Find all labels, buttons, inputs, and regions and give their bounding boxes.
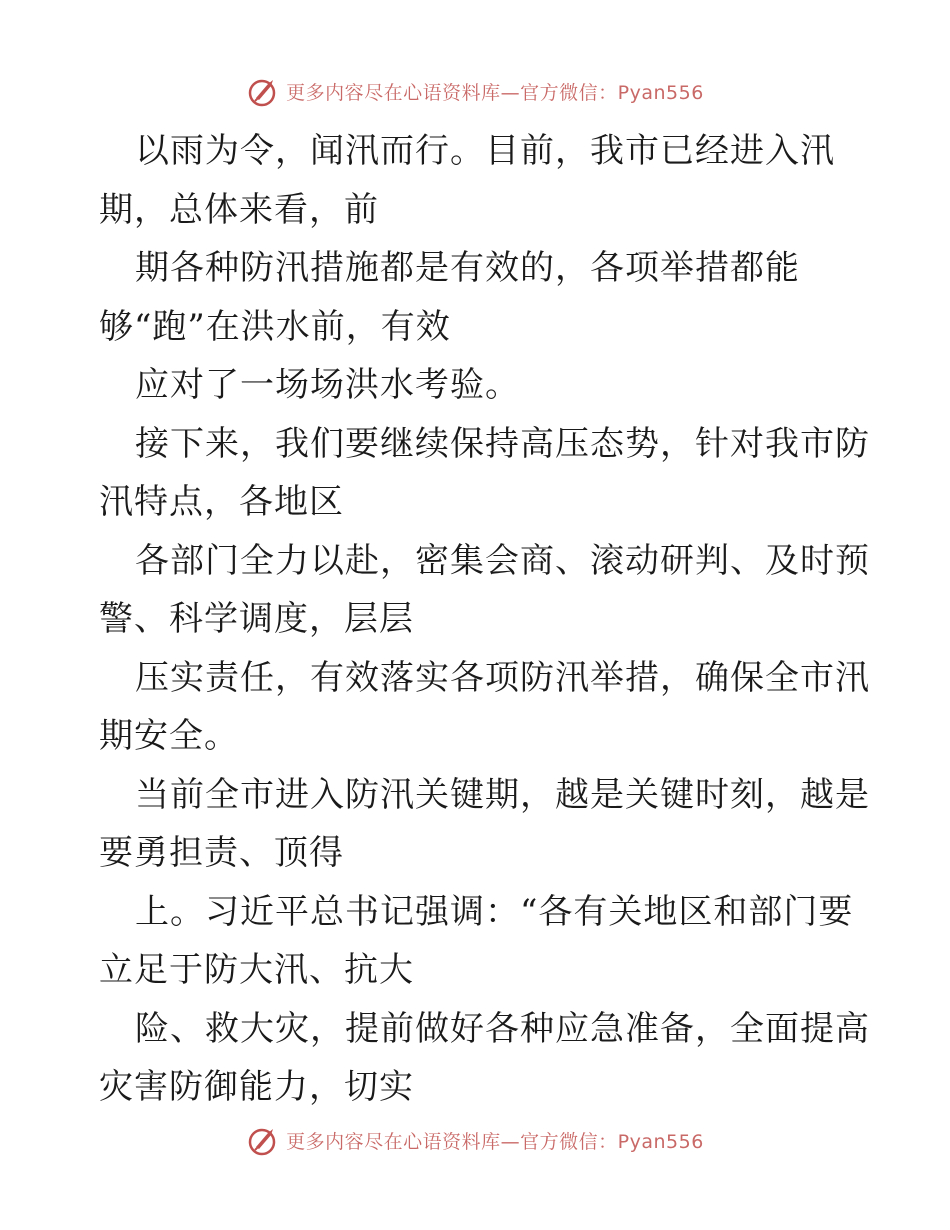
- text-line: 期安全。: [99, 716, 239, 756]
- text-line: 立足于防大汛、抗大: [99, 950, 414, 990]
- watermark-text: 更多内容尽在心语资料库—官方微信：Pyan556: [286, 81, 704, 104]
- text-line: 灾害防御能力，切实: [99, 1067, 414, 1107]
- text-line: 要勇担责、顶得: [99, 833, 344, 873]
- text-line: 险、救大灾，提前做好各种应急准备，全面提高: [135, 1008, 870, 1049]
- text-line: 压实责任，有效落实各项防汛举措，确保全市汛: [135, 657, 870, 698]
- pen-logo-icon: [246, 1123, 282, 1157]
- text-line: 汛特点，各地区: [99, 482, 344, 522]
- watermark-footer: [0, 1123, 950, 1157]
- body-text: [99, 122, 870, 1117]
- watermark-header: [0, 74, 950, 108]
- watermark-text: 更多内容尽在心语资料库—官方微信：Pyan556: [286, 1130, 704, 1153]
- text-line: 以雨为令，闻汛而行。目前，我市已经进入汛: [135, 131, 835, 171]
- text-line: 够“跑”在洪水前，有效: [99, 306, 451, 347]
- text-line: 当前全市进入防汛关键期，越是关键时刻，越是: [135, 774, 870, 815]
- text-line: 应对了一场场洪水考验。: [135, 365, 520, 405]
- text-line: 期，总体来看，前: [99, 189, 379, 230]
- text-line: 上。习近平总书记强调：“各有关地区和部门要: [135, 891, 854, 932]
- text-line: 接下来，我们要继续保持高压态势，针对我市防: [135, 423, 870, 464]
- pen-logo-icon: [246, 74, 282, 108]
- text-line: 期各种防汛措施都是有效的，各项举措都能: [135, 248, 800, 288]
- text-line: 警、科学调度，层层: [99, 599, 414, 639]
- text-line: 各部门全力以赴，密集会商、滚动研判、及时预: [135, 540, 870, 581]
